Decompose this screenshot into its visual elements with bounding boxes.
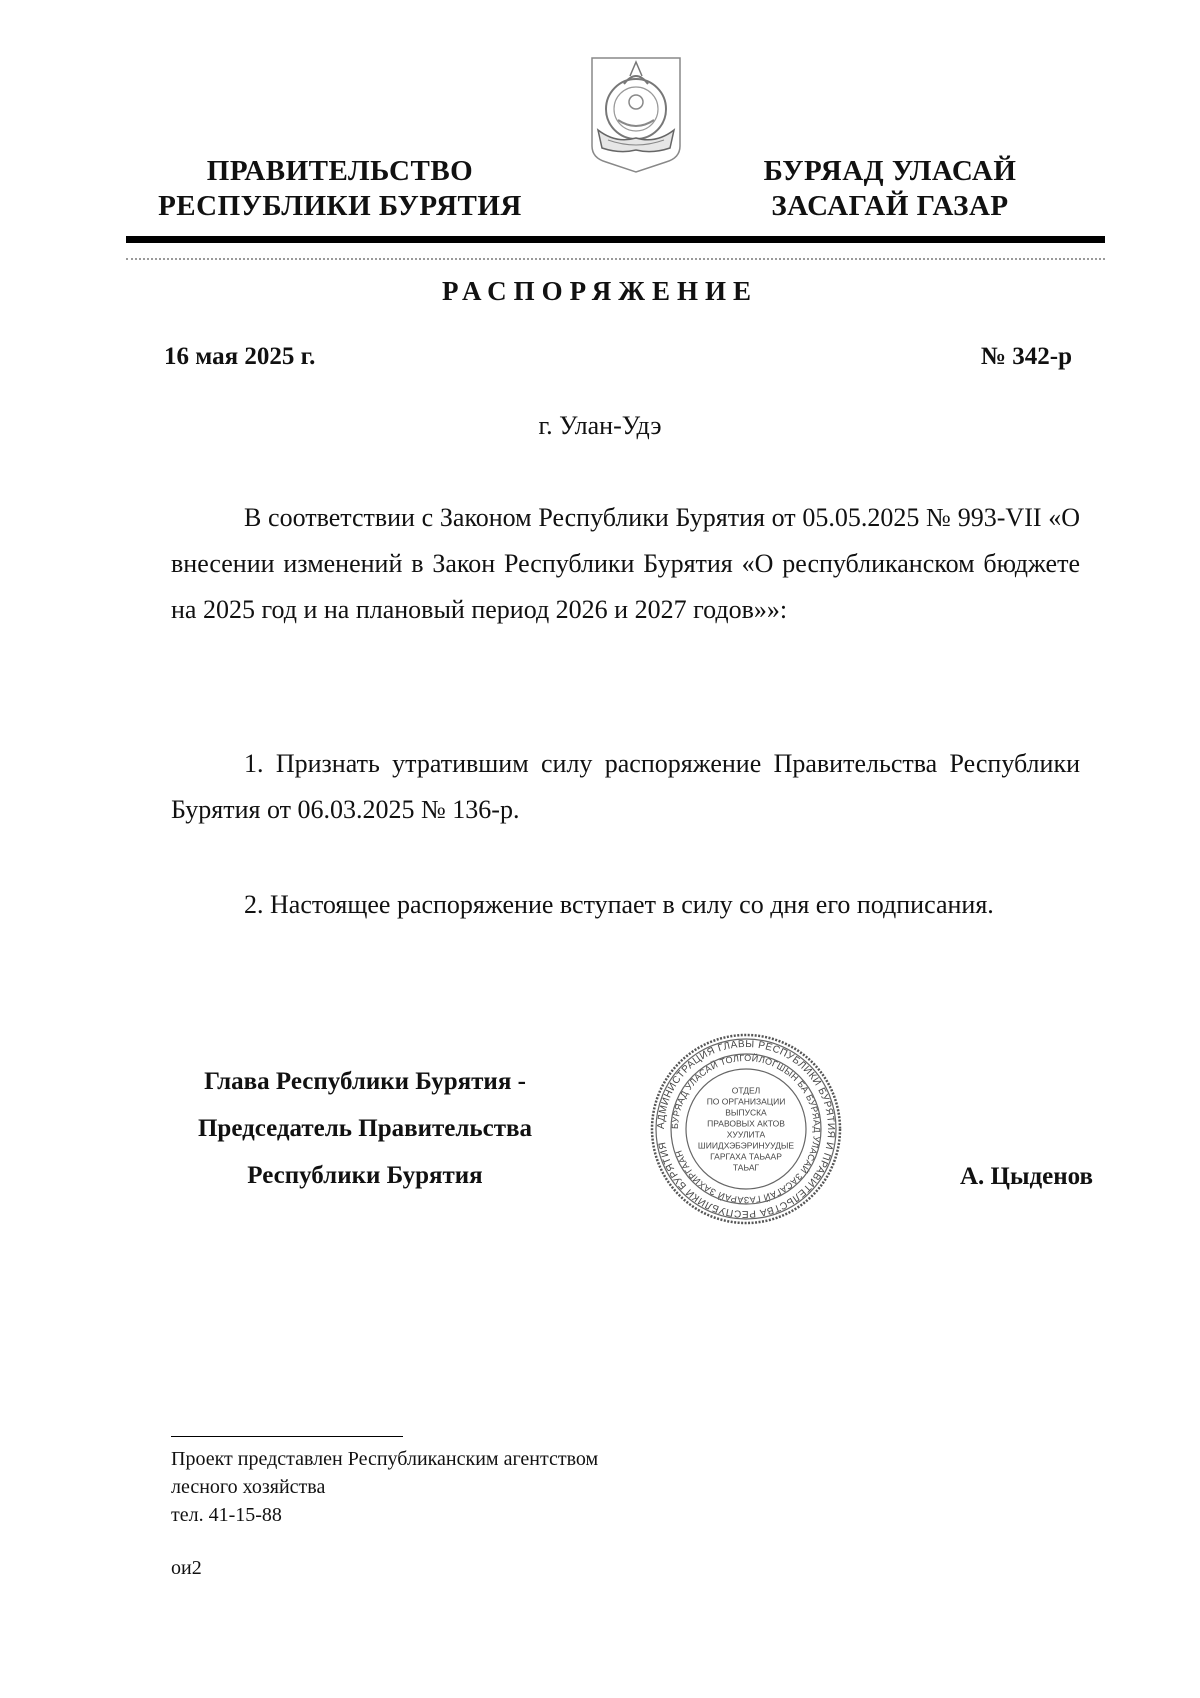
- coat-of-arms-icon: [586, 54, 686, 174]
- org-name-russian-line2: РЕСПУБЛИКИ БУРЯТИЯ: [158, 190, 522, 222]
- footnote-line3: тел. 41-15-88: [171, 1504, 282, 1526]
- footnote-line1: Проект представлен Республиканским агентством: [171, 1448, 599, 1470]
- preamble-text: В соответствии с Законом Республики Бурятия от 05.05.2025 № 993-VII «О внесении изменений в Закон Республики Бурятия «О республиканском бюджете на 2025 год и на плановый период 2026 и 2027 годов»»:: [171, 503, 1080, 624]
- document-number: № 342-р: [980, 343, 1072, 370]
- header-divider-thick: [126, 236, 1105, 243]
- signatory-position-line3: Республики Бурятия: [247, 1162, 483, 1189]
- stamp-center-line: ШИИДХЭБЭРИНУУДЫЕ: [697, 1140, 795, 1151]
- item-2-text: 2. Настоящее распоряжение вступает в силу со дня его подписания.: [244, 890, 994, 919]
- stamp-center-line: ПРАВОВЫХ АКТОВ: [707, 1118, 785, 1129]
- stamp-center-line: ТАЬАГ: [732, 1162, 760, 1173]
- document-city: г. Улан-Удэ: [538, 411, 662, 440]
- org-name-buryat-line2: ЗАСАГАЙ ГАЗАР: [771, 190, 1009, 222]
- document-code: ои2: [171, 1557, 202, 1579]
- item-2-paragraph: [171, 882, 1080, 928]
- preamble-paragraph: [171, 495, 1080, 633]
- stamp-center-line: ВЫПУСКА: [725, 1107, 767, 1118]
- stamp-center-line: ХУУЛИТА: [726, 1129, 766, 1140]
- item-1-text: 1. Признать утратившим силу распоряжение Правительства Республики Бурятия от 06.03.2025 № 136-р.: [171, 749, 1080, 824]
- org-name-russian-line1: ПРАВИТЕЛЬСТВО: [206, 155, 474, 187]
- signatory-position: [160, 1058, 570, 1199]
- item-1-paragraph: [171, 741, 1080, 833]
- stamp-outer-ring-text: АДМИНИСТРАЦИЯ ГЛАВЫ РЕСПУБЛИКИ БУРЯТИЯ И ПРАВИТЕЛЬСТВА РЕСПУБЛИКИ БУРЯТИЯ: [655, 1038, 837, 1220]
- header-divider-thin: [126, 258, 1105, 260]
- official-stamp: [649, 1032, 843, 1226]
- stamp-center-line: ПО ОРГАНИЗАЦИИ: [706, 1096, 786, 1107]
- document-title: РАСПОРЯЖЕНИЕ: [441, 276, 759, 306]
- signatory-position-line2: Председатель Правительства: [197, 1115, 533, 1142]
- org-name-russian: [150, 154, 530, 224]
- org-name-buryat-line1: БУРЯАД УЛАСАЙ: [763, 155, 1017, 187]
- document-date: 16 мая 2025 г.: [164, 343, 316, 370]
- signatory-position-line1: Глава Республики Бурятия -: [204, 1068, 526, 1095]
- org-name-buryat: [740, 154, 1040, 224]
- stamp-inner-ring-text: БУРЯАД УЛАСАЙ ТОЛГОЙЛОГШЫН БА БУРЯАД УЛАСАЙ ЗАСАГАЙ ГАЗАРАЙ ЗАХИРГААН: [669, 1052, 823, 1206]
- footnote: [171, 1445, 598, 1529]
- footnote-divider: [171, 1436, 403, 1437]
- footnote-line2: лесного хозяйства: [171, 1476, 326, 1498]
- stamp-center-line: ОТДЕЛ: [731, 1085, 761, 1096]
- signatory-name: А. Цыденов: [959, 1163, 1093, 1190]
- stamp-center-line: ГАРГАХА ТАЬААР: [710, 1151, 782, 1162]
